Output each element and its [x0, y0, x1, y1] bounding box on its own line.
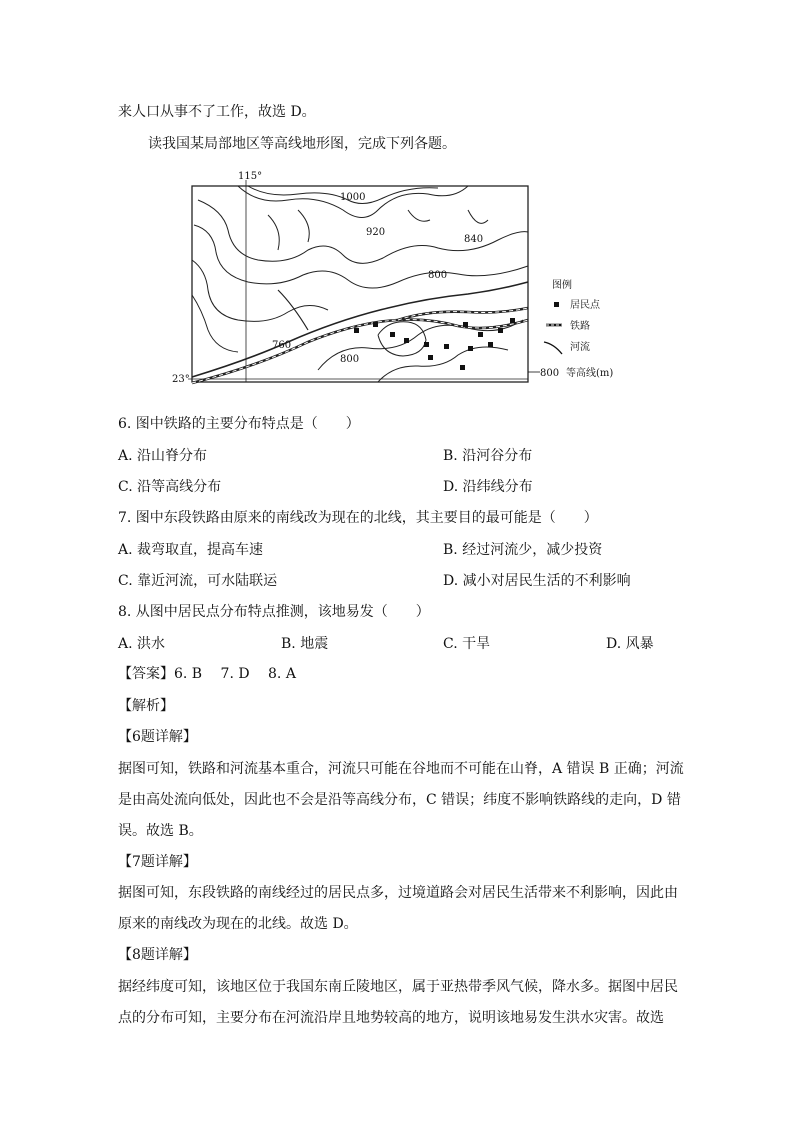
longitude-label: 115° [238, 171, 263, 182]
legend-title: 图例 [552, 280, 572, 291]
q8-option-a: A. 洪水 [118, 636, 166, 652]
answer-line: 【答案】6. B 7. D 8. A [118, 666, 296, 682]
q8-option-c: C. 干旱 [443, 636, 491, 652]
contour-label: 1000 [340, 192, 366, 203]
q6-option-b: B. 沿河谷分布 [443, 448, 533, 464]
q6-analysis-line: 是由高处流向低处，因此也不会是沿等高线分布，C 错误；纬度不影响铁路线的走向，D 错 [118, 792, 681, 808]
contour-label: 760 [272, 340, 292, 351]
contour-label: 800 [428, 270, 448, 281]
q8-analysis-line: 据经纬度可知，该地区位于我国东南丘陵地区，属于亚热带季风气候，降水多。据图中居民 [118, 979, 678, 995]
q7-analysis-line: 据图可知，东段铁路的南线经过的居民点多，过境道路会对居民生活带来不利影响，因此由 [118, 885, 678, 901]
contour-label: 840 [464, 234, 484, 245]
q6-analysis-heading: 【6题详解】 [118, 729, 197, 745]
question-8-stem: 8. 从图中居民点分布特点推测，该地易发（ ） [118, 604, 430, 620]
intro-tail: 来人口从事不了工作，故选 D。 [118, 104, 316, 120]
q8-analysis-line: 点的分布可知，主要分布在河流沿岸且地势较高的地方，说明该地易发生洪水灾害。故选 [118, 1010, 664, 1026]
contour-map-figure [168, 170, 638, 395]
q7-analysis-line: 原来的南线改为现在的北线。故选 D。 [118, 916, 358, 932]
question-6-stem: 6. 图中铁路的主要分布特点是（ ） [118, 416, 360, 432]
analysis-heading: 【解析】 [118, 698, 174, 714]
q6-option-d: D. 沿纬线分布 [443, 479, 533, 495]
legend-contour: 等高线(m) [566, 368, 614, 379]
question-prompt: 读我国某局部地区等高线地形图，完成下列各题。 [148, 136, 456, 152]
q8-option-d: D. 风暴 [606, 636, 654, 652]
contour-label: 800 [340, 354, 360, 365]
legend-railway: 铁路 [570, 321, 590, 332]
q8-analysis-heading: 【8题详解】 [118, 947, 197, 963]
q7-option-c: C. 靠近河流，可水陆联运 [118, 573, 278, 589]
q6-option-a: A. 沿山脊分布 [118, 448, 208, 464]
q6-option-c: C. 沿等高线分布 [118, 479, 222, 495]
legend-river: 河流 [570, 342, 590, 353]
q7-analysis-heading: 【7题详解】 [118, 854, 197, 870]
legend-contour-value: 800 [540, 368, 560, 379]
q7-option-d: D. 减小对居民生活的不利影响 [443, 573, 631, 589]
legend-settlement: 居民点 [570, 300, 600, 311]
q6-analysis-line: 据图可知，铁路和河流基本重合，河流只可能在谷地而不可能在山脊，A 错误 B 正确；河流 [118, 761, 684, 777]
q8-option-b: B. 地震 [281, 636, 329, 652]
map-legend [528, 278, 613, 379]
q7-option-b: B. 经过河流少，减少投资 [443, 542, 603, 558]
q7-option-a: A. 裁弯取直，提高车速 [118, 542, 264, 558]
contour-label: 920 [366, 227, 386, 238]
question-7-stem: 7. 图中东段铁路由原来的南线改为现在的北线，其主要目的最可能是（ ） [118, 510, 598, 526]
latitude-label: 23° [172, 374, 190, 385]
q6-analysis-line: 误。故选 B。 [118, 823, 203, 839]
